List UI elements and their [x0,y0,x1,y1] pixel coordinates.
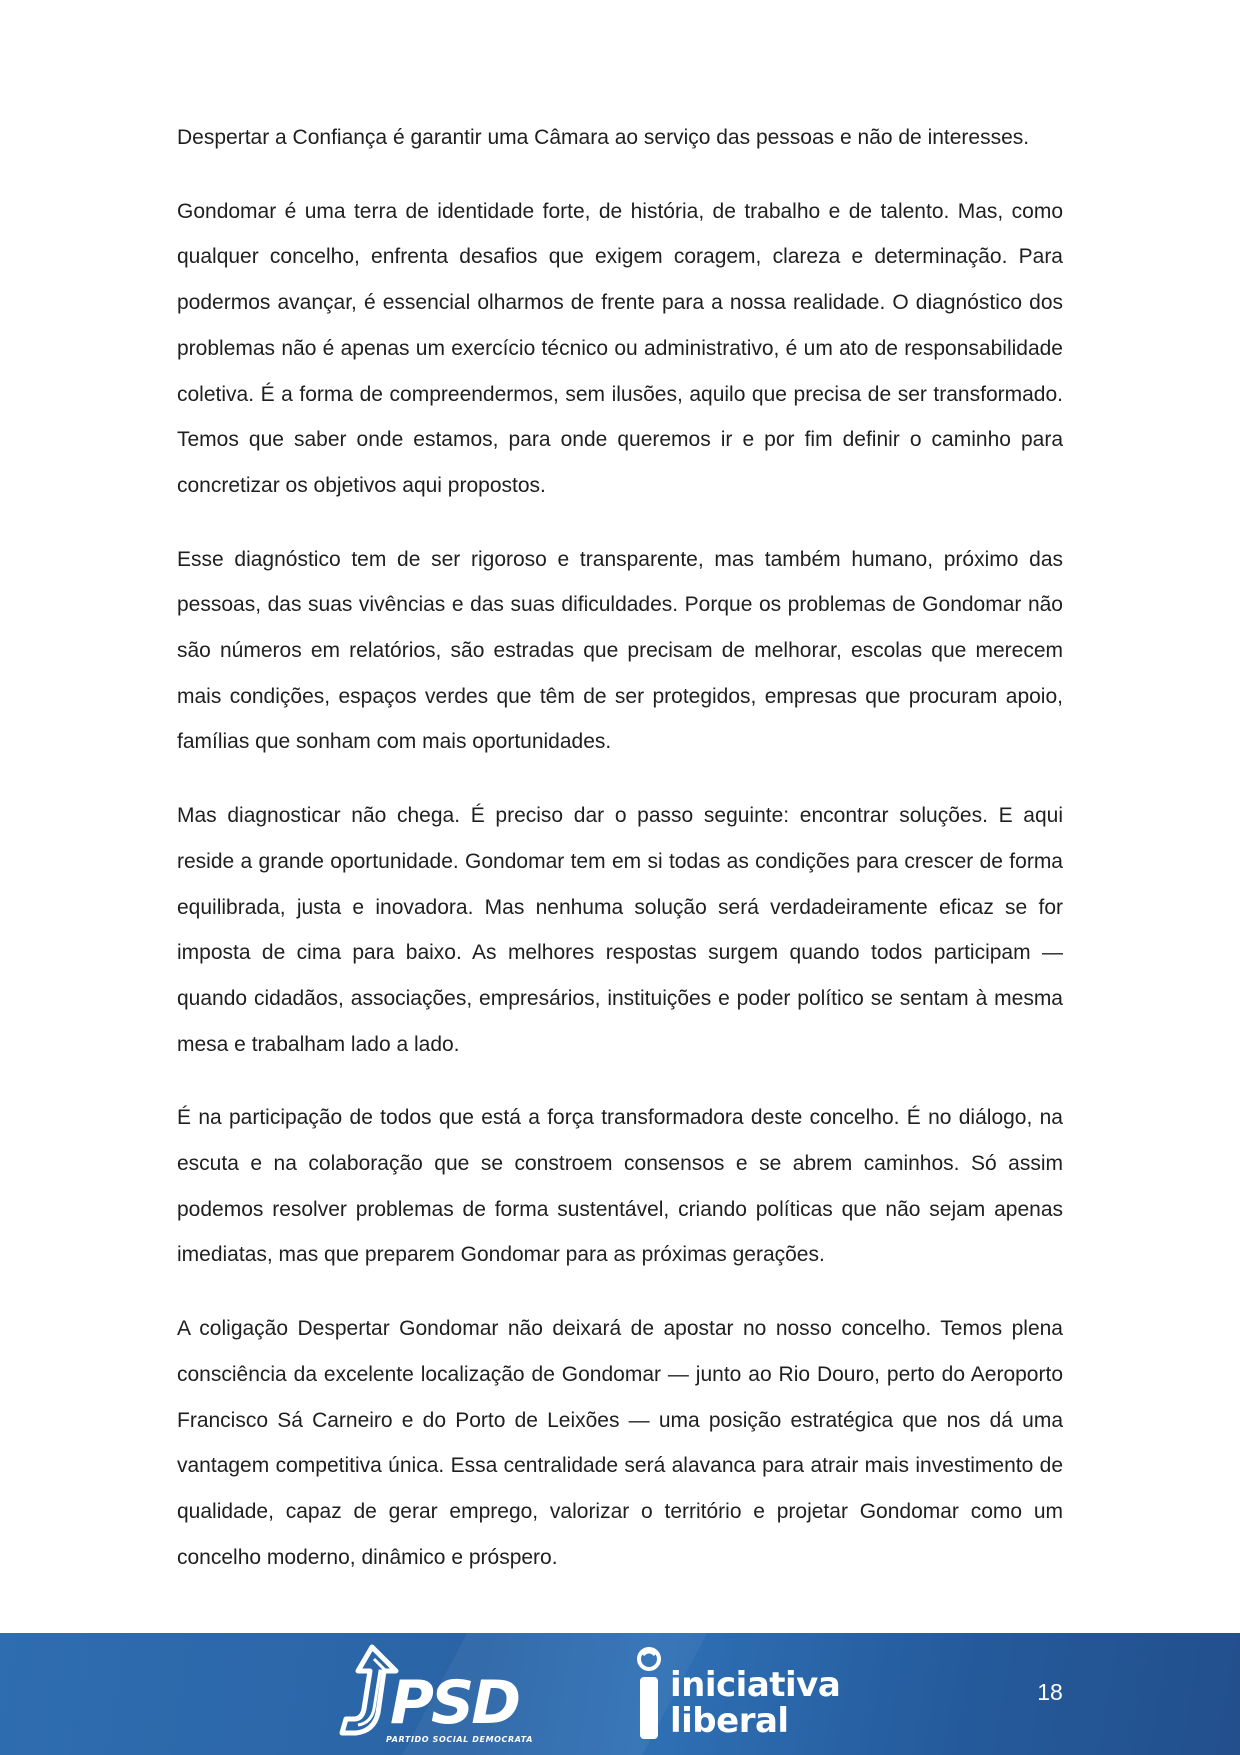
psd-arrow-logo-icon [334,1643,540,1749]
iniciativa-liberal-logo [634,1647,854,1743]
page-footer [0,1633,1240,1755]
document-body [177,115,1063,1608]
paragraph: Mas diagnosticar não chega. É preciso dar o passo seguinte: encontrar soluções. E aqui reside a grande oportunidade. Gondomar tem em si todas as condições para crescer de forma equilibrada, justa e inovadora. Mas nenhuma solução será verdadeiramente eficaz se for imposta de cima para baixo. As melhores respostas surgem quando todos participam — quando cidadãos, associações, empresários, instituições e poder político se sentam à mesma mesa e trabalham lado a lado. [177,804,1063,1056]
iniciativa-text: iniciativa [670,1665,841,1705]
psd-logo-subtitle: PARTIDO SOCIAL DEMOCRATA [386,1735,534,1744]
liberal-text: liberal [670,1701,789,1741]
psd-logo-text: PSD [390,1668,518,1738]
paragraph: Despertar a Confiança é garantir uma Câmara ao serviço das pessoas e não de interesses. [177,126,1030,149]
iniciativa-liberal-logo-icon [634,1647,664,1743]
paragraph: Gondomar é uma terra de identidade forte, de história, de trabalho e de talento. Mas, como qualquer concelho, enfrenta desafios que exigem coragem, clareza e determinação. Para podermos avançar, é essencial olharmos de frente para a nossa realidade. O diagnóstico dos problemas não é apenas um exercício técnico ou administrativo, é um ato de responsabilidade coletiva. É a forma de compreendermos, sem ilusões, aquilo que precisa de ser transformado. Temos que saber onde estamos, para onde queremos ir e por fim definir o caminho para concretizar os objetivos aqui propostos. [177,199,1063,497]
paragraph: A coligação Despertar Gondomar não deixará de apostar no nosso concelho. Temos plena consciência da excelente localização de Gondomar — junto ao Rio Douro, perto do Aeroporto Francisco Sá Carneiro e do Porto de Leixões — uma posição estratégica que nos dá uma vantagem competitiva única. Essa centralidade será alavanca para atrair mais investimento de qualidade, capaz de gerar emprego, valorizar o território e projetar Gondomar como um concelho moderno, dinâmico e próspero. [177,1317,1063,1569]
page-number: 18 [1037,1679,1063,1705]
psd-logo [334,1643,540,1749]
paragraph: É na participação de todos que está a força transformadora deste concelho. É no diálogo, na escuta e na colaboração que se constroem consensos e se abrem caminhos. Só assim podemos resolver problemas de forma sustentável, criando políticas que não sejam apenas imediatas, mas que preparem Gondomar para as próximas gerações. [177,1106,1063,1267]
paragraph: Esse diagnóstico tem de ser rigoroso e transparente, mas também humano, próximo das pessoas, das suas vivências e das suas dificuldades. Porque os problemas de Gondomar não são números em relatórios, são estradas que precisam de melhorar, escolas que merecem mais condições, espaços verdes que têm de ser protegidos, empresas que procuram apoio, famílias que sonham com mais oportunidades. [177,547,1063,754]
